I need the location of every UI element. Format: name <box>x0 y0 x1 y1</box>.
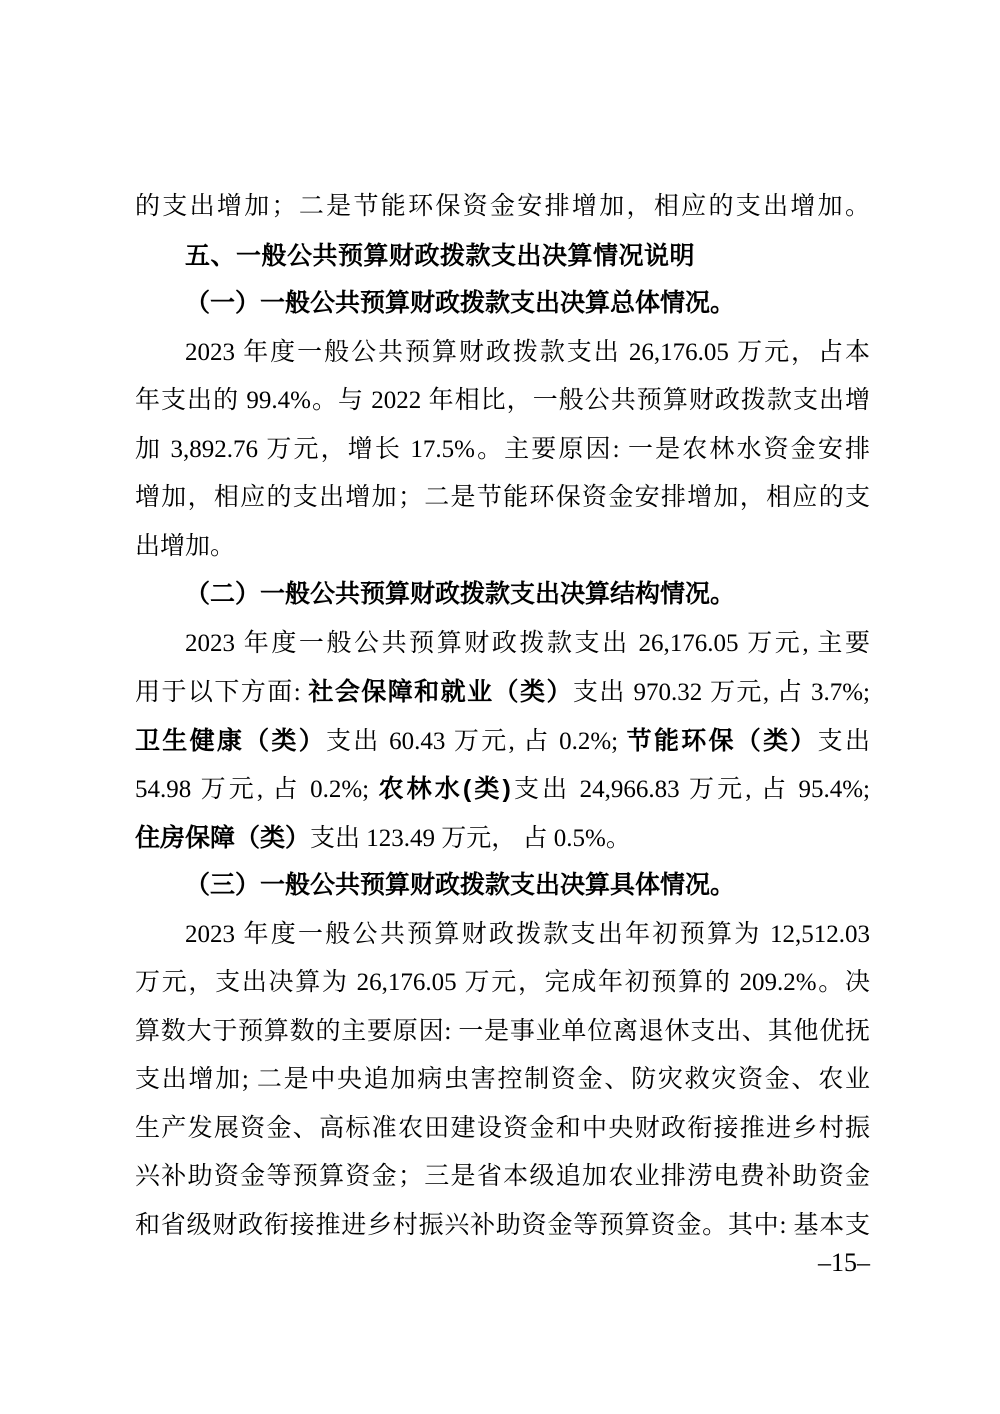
paragraph-line <box>135 474 870 523</box>
paragraph-line <box>135 183 870 232</box>
subsection-heading <box>135 571 870 620</box>
paragraph-line <box>135 1056 870 1105</box>
paragraph-line <box>135 814 870 863</box>
document-body <box>135 183 870 1250</box>
bold-text-segment: 农林水(类) <box>378 775 511 803</box>
text-segment: 年支出的 99.4%。与 2022 年相比，一般公共预算财政拨款支出增 <box>135 387 870 414</box>
text-segment: 54.98 万元, 占 0.2%; <box>135 776 379 803</box>
text-segment: 和省级财政衔接推进乡村振兴补助资金等预算资金。其中: 基本支 <box>135 1211 870 1239</box>
text-segment: 支出 970.32 万元, 占 3.7%; <box>572 679 870 706</box>
text-segment: 支出 60.43 万元, 占 0.2%; <box>326 727 627 755</box>
text-segment: 2023 年度一般公共预算财政拨款支出年初预算为 12,512.03 <box>185 920 870 948</box>
text-segment: 支出 24,966.83 万元, 占 95.4%; <box>510 776 870 803</box>
text-segment: （一）一般公共预算财政拨款支出决算总体情况。 <box>185 290 736 317</box>
paragraph-line <box>135 1202 870 1251</box>
section-heading <box>135 232 870 281</box>
text-segment: （二）一般公共预算财政拨款支出决算结构情况。 <box>185 581 736 608</box>
text-segment: 支出增加; 二是中央追加病虫害控制资金、防灾救灾资金、农业 <box>135 1066 870 1093</box>
text-segment: 2023 年度一般公共预算财政拨款支出 26,176.05 万元，占本 <box>185 338 870 366</box>
text-segment: 支出 <box>817 727 870 755</box>
bold-text-segment: 五、一般公共预算财政拨款支出决算情况说明 <box>185 241 696 270</box>
text-segment: （三）一般公共预算财政拨款支出决算具体情况。 <box>185 872 736 899</box>
paragraph-line <box>135 911 870 960</box>
text-segment: 兴补助资金等预算资金；三是省本级追加农业排涝电费补助资金 <box>135 1163 870 1190</box>
text-segment: 出增加。 <box>135 532 236 560</box>
paragraph-line <box>135 1153 870 1202</box>
paragraph-line <box>135 717 870 766</box>
subsection-heading <box>135 862 870 911</box>
page-number: –15– <box>818 1248 870 1277</box>
text-segment: 的支出增加；二是节能环保资金安排增加，相应的支出增加。 <box>135 193 870 220</box>
text-segment: 用于以下方面: <box>135 679 309 706</box>
paragraph-line <box>135 426 870 475</box>
text-segment: 算数大于预算数的主要原因: 一是事业单位离退休支出、其他优抚 <box>135 1017 870 1045</box>
paragraph-line <box>135 523 870 572</box>
paragraph-line <box>135 1105 870 1154</box>
bold-text-segment: 节能环保（类） <box>626 726 818 755</box>
subsection-heading <box>135 280 870 329</box>
text-segment: 增加，相应的支出增加；二是节能环保资金安排增加，相应的支 <box>135 484 870 511</box>
text-segment: 2023 年度一般公共预算财政拨款支出 26,176.05 万元, 主要 <box>185 629 870 657</box>
bold-text-segment: 卫生健康（类） <box>135 726 327 755</box>
paragraph-line <box>135 1008 870 1057</box>
bold-text-segment: 社会保障和就业（类） <box>308 678 573 706</box>
paragraph-line <box>135 765 870 814</box>
paragraph-line <box>135 377 870 426</box>
paragraph-line <box>135 959 870 1008</box>
text-segment: 加 3,892.76 万元，增长 17.5%。主要原因: 一是农林水资金安排 <box>135 435 870 463</box>
paragraph-line <box>135 329 870 378</box>
text-segment: 支出 123.49 万元， 占 0.5%。 <box>310 824 631 852</box>
text-segment: 万元，支出决算为 26,176.05 万元，完成年初预算的 209.2%。决 <box>135 969 870 996</box>
paragraph-line <box>135 620 870 669</box>
paragraph-line <box>135 668 870 717</box>
text-segment: 生产发展资金、高标准农田建设资金和中央财政衔接推进乡村振 <box>135 1114 870 1142</box>
bold-text-segment: 住房保障（类） <box>135 823 311 852</box>
